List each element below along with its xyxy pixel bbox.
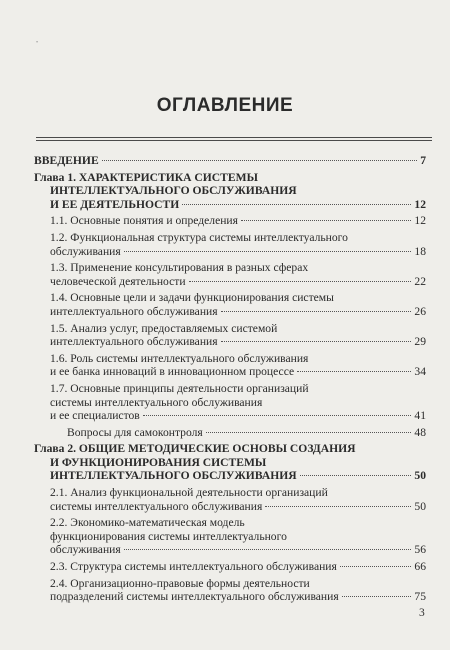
toc-entry-2-2 xyxy=(34,516,426,557)
toc-entry-page: 41 xyxy=(414,409,426,423)
leader-dots xyxy=(124,250,412,252)
heading-rule-bottom xyxy=(36,140,432,141)
toc-entry-title-line: системы интеллектуального обслуживания xyxy=(50,395,263,409)
toc-entry-page: 75 xyxy=(414,590,426,604)
toc-entry-1-3 xyxy=(34,261,426,288)
toc-entry-page: 50 xyxy=(414,469,426,483)
toc-entry-title-line: и ее банка инноваций в инновационном процессе xyxy=(50,365,295,379)
toc-entry-page: 50 xyxy=(414,499,426,513)
leader-dots xyxy=(265,505,411,507)
toc-entry-title-line: функционирования системы интеллектуального xyxy=(50,529,287,543)
toc-entry-page: 29 xyxy=(414,335,426,349)
toc-entry-1-2 xyxy=(34,231,426,258)
toc-entry-title-line: интеллектуального обслуживания xyxy=(50,304,218,318)
toc-entry-page: 22 xyxy=(414,274,426,288)
leader-dots xyxy=(189,280,412,282)
leader-dots xyxy=(206,431,412,433)
toc-entry-title-line: интеллектуального обслуживания xyxy=(50,335,218,349)
toc-entry-title-line: 2.3. Структура системы интеллектуального обслуживания xyxy=(50,560,337,574)
toc-entry-1-7 xyxy=(34,382,426,423)
toc-entry-title-line: 1.2. Функциональная структура системы интеллектуального xyxy=(50,230,348,244)
toc-entry-page: 12 xyxy=(414,214,426,228)
toc-entry-1-1 xyxy=(34,214,426,228)
toc-entry-title-line: Глава 1. ХАРАКТЕРИСТИКА СИСТЕМЫ xyxy=(34,170,258,184)
toc-entry-title-line: и ее специалистов xyxy=(50,409,140,423)
toc-entry-title-line: 1.5. Анализ услуг, предоставляемых системой xyxy=(50,321,278,335)
page-number: 3 xyxy=(419,607,425,619)
leader-dots xyxy=(143,414,412,416)
leader-dots xyxy=(124,548,412,550)
toc-entry-page: 7 xyxy=(420,154,426,167)
toc-entry-introduction xyxy=(34,154,426,168)
leader-dots xyxy=(297,370,411,372)
toc-entry-page: 26 xyxy=(414,304,426,318)
toc-entry-title-line: ИНТЕЛЛЕКТУАЛЬНОГО ОБСЛУЖИВАНИЯ xyxy=(50,469,297,483)
toc-entry-2-1 xyxy=(34,486,426,513)
toc-entry-page: 12 xyxy=(414,197,426,211)
leader-dots xyxy=(340,565,412,567)
toc-entry-title-line: обслуживания xyxy=(50,244,121,258)
leader-dots xyxy=(300,474,412,476)
toc-entry-title-line: 1.1. Основные понятия и определения xyxy=(50,214,238,228)
toc-entry-title: Вопросы для самоконтроля xyxy=(67,425,203,439)
toc-entry-page: 66 xyxy=(414,560,426,574)
toc-entry-title-line: И ФУНКЦИОНИРОВАНИЯ СИСТЕМЫ xyxy=(50,455,267,469)
toc-entry-title-line: 1.6. Роль системы интеллектуального обслуживания xyxy=(50,351,309,365)
table-of-contents xyxy=(34,154,426,604)
toc-heading: ОГЛАВЛЕНИЕ xyxy=(156,95,294,116)
toc-entry-title-line: подразделений системы интеллектуального обслуживания xyxy=(50,590,339,604)
toc-entry-title-line: ИНТЕЛЛЕКТУАЛЬНОГО ОБСЛУЖИВАНИЯ xyxy=(50,184,297,198)
toc-entry-1-4 xyxy=(34,291,426,318)
toc-entry-2-3 xyxy=(34,560,426,574)
toc-entry-title-line: 1.3. Применение консультирования в разных сферах xyxy=(50,261,309,275)
toc-entry-page: 48 xyxy=(414,425,426,439)
toc-entry-page: 18 xyxy=(414,244,426,258)
toc-entry-title-line: И ЕЕ ДЕЯТЕЛЬНОСТИ xyxy=(50,197,180,211)
toc-entry-1-5 xyxy=(34,322,426,349)
leader-dots xyxy=(221,340,412,342)
toc-entry-self-check-questions xyxy=(34,426,426,440)
toc-entry-2-4 xyxy=(34,577,426,604)
toc-entry-title-line: 2.1. Анализ функциональной деятельности организаций xyxy=(50,486,328,500)
toc-entry-title: ВВЕДЕНИЕ xyxy=(34,154,99,167)
toc-entry-page: 56 xyxy=(414,543,426,557)
toc-entry-title-line: человеческой деятельности xyxy=(50,274,186,288)
toc-entry-title-line: 2.2. Экономико-математическая модель xyxy=(50,516,245,530)
toc-entry-title-line: 2.4. Организационно-правовые формы деятельности xyxy=(50,576,310,590)
leader-dots xyxy=(102,159,418,161)
leader-dots xyxy=(182,203,411,205)
toc-entry-title-line: Глава 2. ОБЩИЕ МЕТОДИЧЕСКИЕ ОСНОВЫ СОЗДАНИЯ xyxy=(34,442,356,456)
leader-dots xyxy=(241,219,411,221)
toc-entry-title-line: обслуживания xyxy=(50,543,121,557)
leader-dots xyxy=(221,310,412,312)
toc-entry-title-line: системы интеллектуального обслуживания xyxy=(50,499,263,513)
scan-speck: • xyxy=(36,40,39,46)
toc-entry-title-line: 1.4. Основные цели и задачи функционирования системы xyxy=(50,291,334,305)
toc-entry-chapter-2 xyxy=(34,442,426,483)
heading-rule-top xyxy=(36,137,432,138)
leader-dots xyxy=(342,595,412,597)
toc-entry-chapter-1 xyxy=(34,171,426,212)
toc-entry-1-6 xyxy=(34,352,426,379)
toc-entry-title-line: 1.7. Основные принципы деятельности организаций xyxy=(50,381,309,395)
toc-entry-page: 34 xyxy=(414,365,426,379)
